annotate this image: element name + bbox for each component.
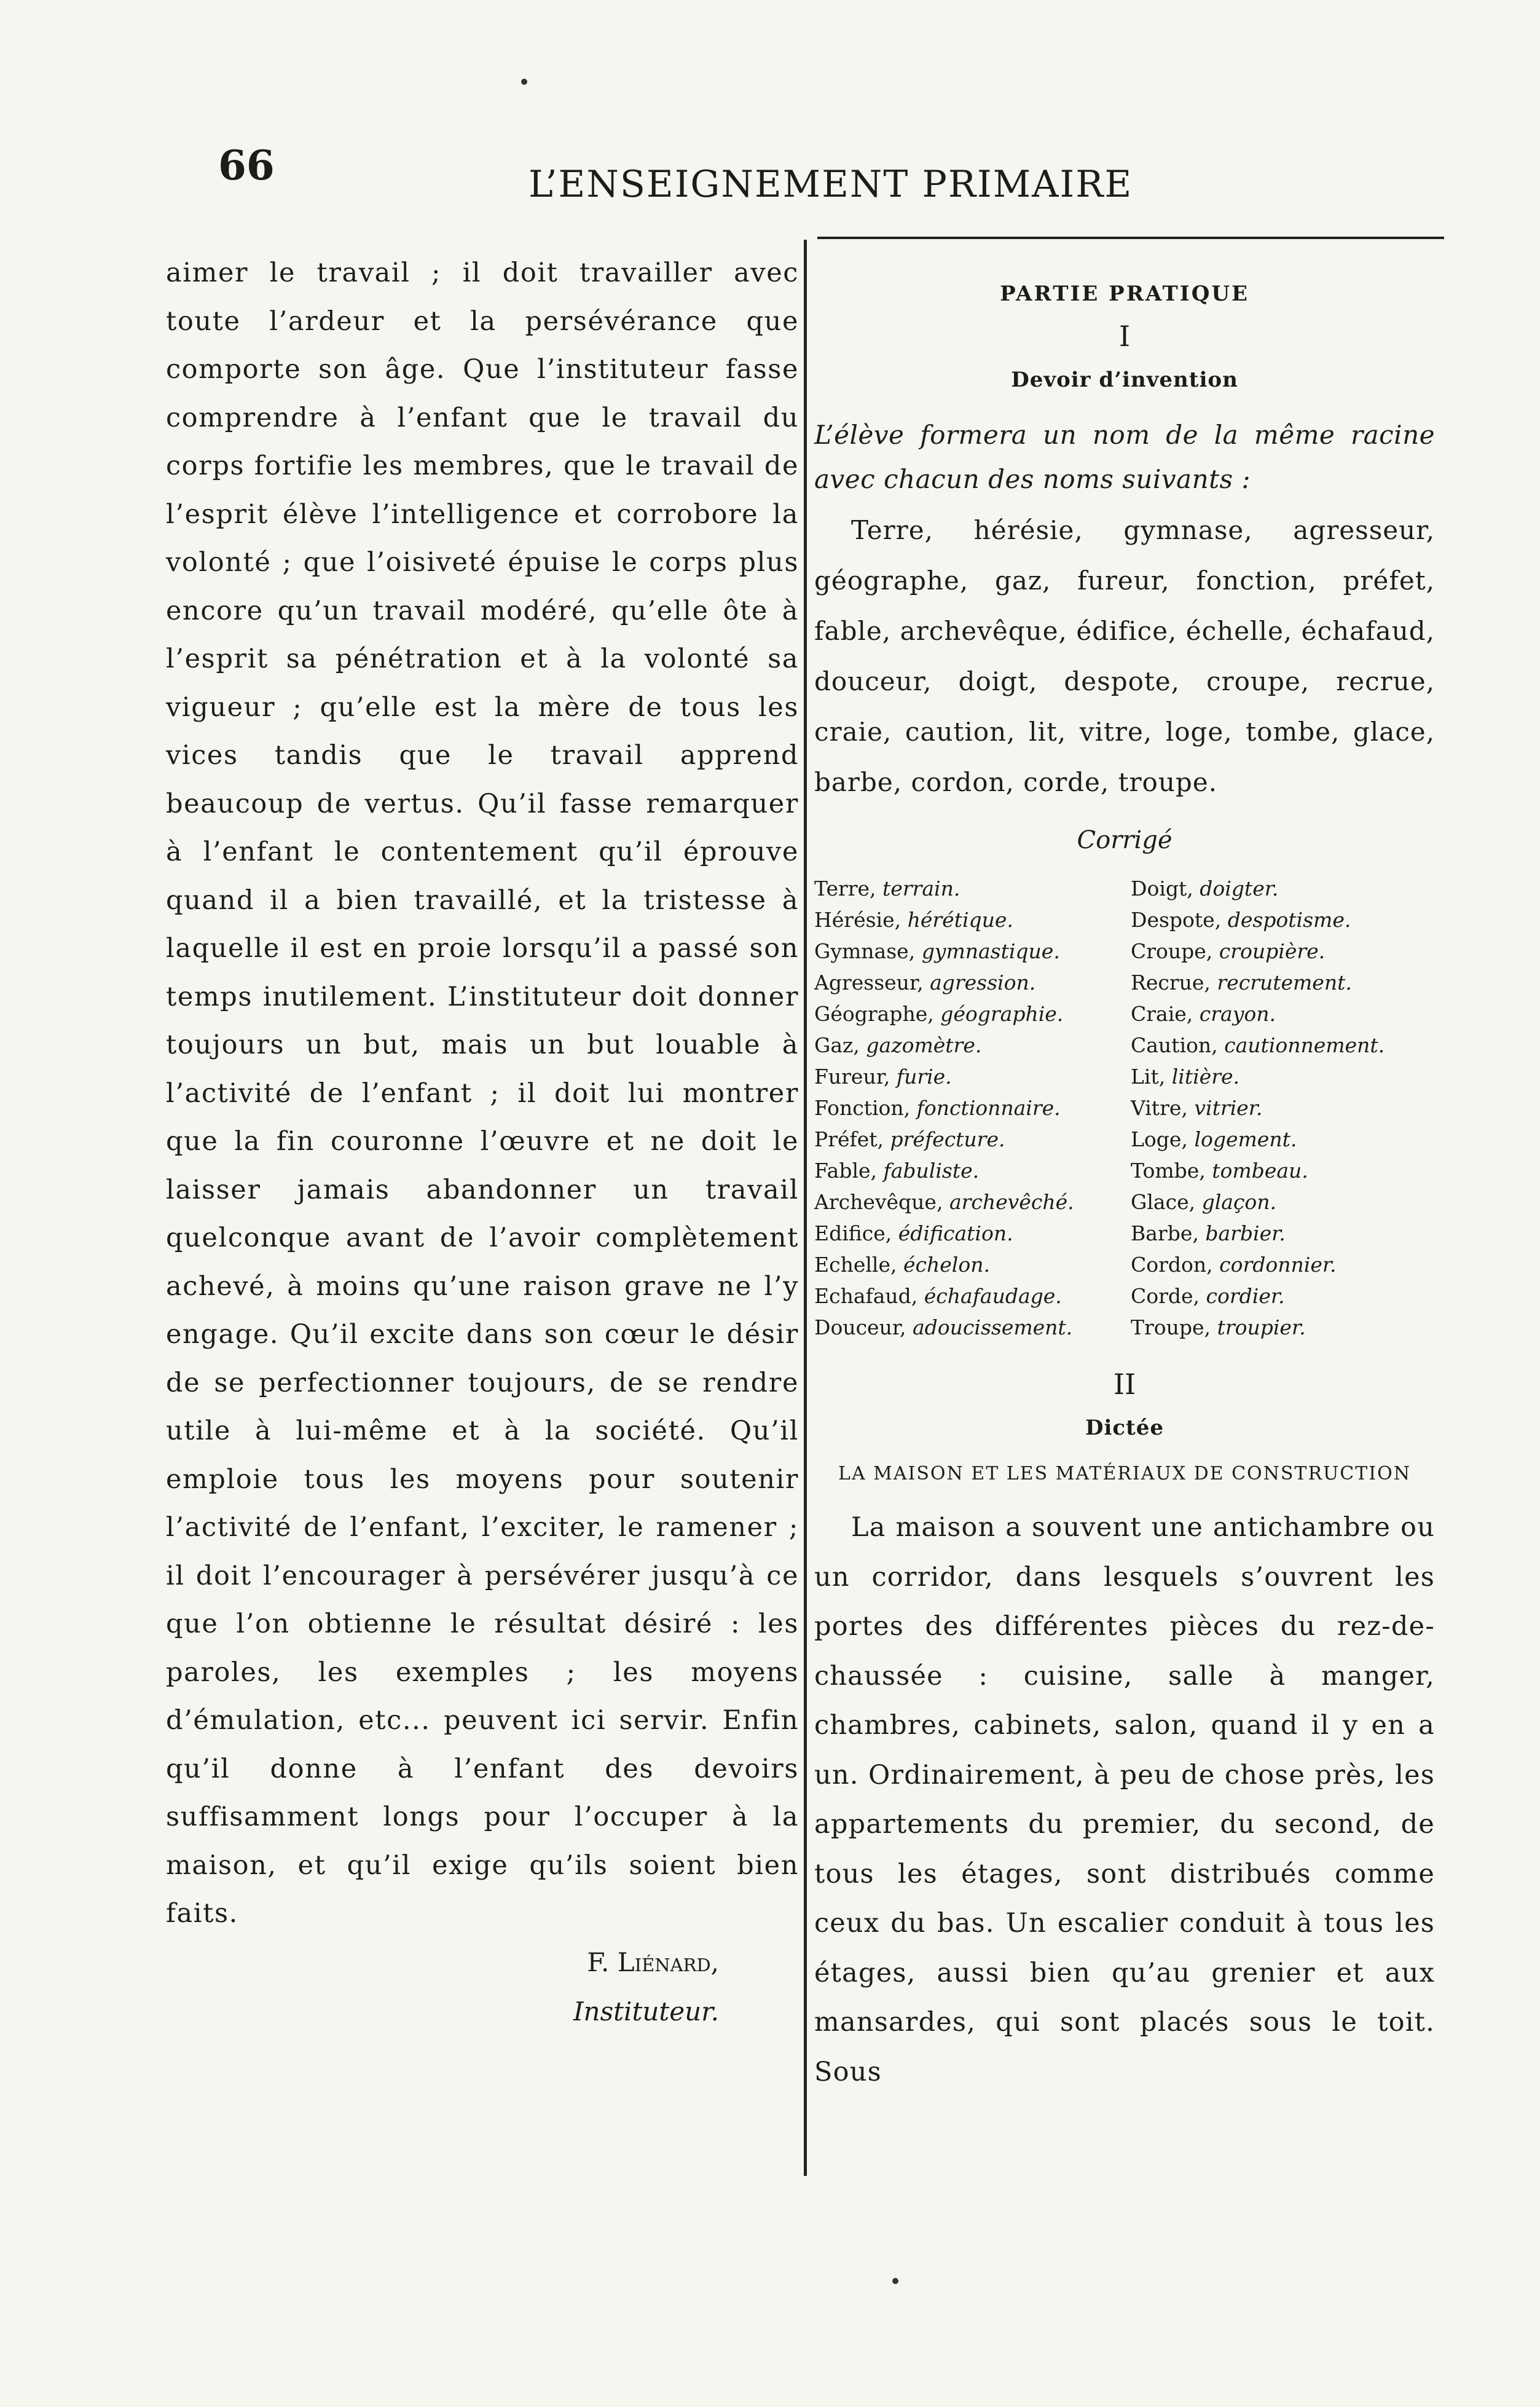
corrige-entry <box>1131 1280 1385 1312</box>
corrige-derived-word: agression. <box>930 971 1036 995</box>
corrige-word: Troupe, <box>1131 1315 1211 1339</box>
corrige-word: Croupe, <box>1131 939 1213 963</box>
part1-numeral: I <box>1118 320 1131 353</box>
corrige-derived-word: recrutement. <box>1217 971 1352 995</box>
corrige-derived-word: échelon. <box>903 1253 990 1277</box>
corrige-word: Agresseur, <box>814 971 924 995</box>
corrige-derived-word: fabuliste. <box>883 1159 980 1183</box>
corrige-entry <box>1131 1155 1385 1186</box>
corrige-entry <box>1131 1249 1385 1280</box>
corrige-derived-word: archevêché. <box>949 1190 1074 1214</box>
corrige-word: Glace, <box>1131 1190 1196 1214</box>
corrige-word: Terre, <box>814 877 876 900</box>
corrige-word: Despote, <box>1131 908 1222 932</box>
section-title: PARTIE PRATIQUE <box>1000 282 1249 306</box>
corrige-derived-word: troupier. <box>1217 1315 1306 1339</box>
corrige-derived-word: glaçon. <box>1201 1190 1277 1214</box>
corrige-entry <box>814 1249 1125 1280</box>
left-column-text: aimer le travail ; il doit travailler avec toute l’ardeur et la persévérance que comporte son âge. Que l’instituteur fasse comprendre à l’enfant que le travail du corps fortifie les membres, que le travail de l’esprit élève l’intelligence et corrobore la volonté ; que l’oisiveté épuise le corps plus encore qu’un travail modéré, qu’elle ôte à l’esprit sa pénétration et à la volonté sa vigueur ; qu’elle est la mère de tous les vices tandis que le travail apprend beaucoup de vertus. Qu’il fasse remarquer à l’enfant le contentement qu’il éprouve quand il a bien travaillé, et la tristesse à laquelle il est en proie lorsqu’il a passé son temps inutilement. L’instituteur doit donner toujours un but, mais un but louable à l’activité de l’enfant ; il doit lui montrer que la fin couronne l’œuvre et ne doit le laisser jamais abandonner un travail quelconque avant de l’avoir complètement achevé, à moins qu’une raison grave ne l’y engage. Qu’il excite dans son cœur le désir de se perfectionner toujours, de se rendre utile à lui-même et à la société. Qu’il emploie tous les moyens pour soutenir l’activité de l’enfant, l’exciter, le ramener ; il doit l’encourager à persévérer jusqu’à ce que l’on obtienne le résultat désiré : les paroles, les exemples ; les moyens d’émulation, etc... peuvent ici servir. Enfin qu’il donne à l’enfant des devoirs suffisamment longs pour l’occuper à la maison, et qu’il exige qu’ils soient bien faits. <box>166 258 799 1929</box>
corrige-derived-word: vitrier. <box>1194 1096 1263 1120</box>
header-rule <box>817 237 1444 239</box>
corrige-entry <box>814 967 1125 998</box>
corrige-word: Edifice, <box>814 1221 892 1245</box>
corrige-derived-word: logement. <box>1194 1127 1297 1151</box>
exercise-word-list: Terre, hérésie, gymnase, agresseur, géographe, gaz, fureur, fonction, préfet, fable, archevêque, édifice, échelle, échafaud, douceur, doigt, despote, croupe, recrue, craie, caution, lit, vitre, loge, tombe, glace, barbe, cordon, corde, troupe. <box>814 515 1435 797</box>
corrige-derived-word: croupière. <box>1219 939 1326 963</box>
corrige-word: Archevêque, <box>814 1190 943 1214</box>
corrige-word: Loge, <box>1131 1127 1188 1151</box>
corrige-entry <box>1131 967 1385 998</box>
signature-role: Instituteur. <box>573 1996 719 2027</box>
corrige-word: Caution, <box>1131 1033 1218 1057</box>
corrige-derived-word: échafaudage. <box>924 1284 1062 1308</box>
corrige-entry <box>814 1030 1125 1061</box>
dictee-text: La maison a souvent une antichambre ou un corridor, dans lesquels s’ouvrent les portes des différentes pièces du rez-de-chaussée : cuisine, salle à manger, chambres, cabinets, salon, quand il y en a un. Ordinairement, à peu de chose près, les appartements du premier, du second, de tous les étages, sont distribués comme ceux du bas. Un escalier conduit à tous les étages, aussi bien qu’au grenier et aux mansardes, qui sont placés sous le toit. Sous <box>814 1512 1435 2087</box>
corrige-entry <box>814 873 1125 904</box>
corrige-entry <box>1131 1186 1385 1218</box>
corrige-entry <box>814 1186 1125 1218</box>
corrige-derived-word: cordier. <box>1206 1284 1285 1308</box>
corrige-derived-word: hérétique. <box>907 908 1013 932</box>
corrige-word: Préfet, <box>814 1127 884 1151</box>
corrige-entry <box>1131 1218 1385 1249</box>
corrige-entry <box>1131 873 1385 904</box>
corrige-word: Tombe, <box>1131 1159 1206 1183</box>
corrige-entry <box>814 1061 1125 1092</box>
corrige-entry <box>1131 1092 1385 1124</box>
corrige-derived-word: gazomètre. <box>866 1033 982 1057</box>
corrige-word: Douceur, <box>814 1315 906 1339</box>
corrige-derived-word: fonctionnaire. <box>916 1096 1061 1120</box>
corrige-derived-word: cordonnier. <box>1219 1253 1337 1277</box>
corrige-word: Fureur, <box>814 1065 890 1089</box>
corrige-derived-word: terrain. <box>882 877 961 900</box>
corrige-derived-word: barbier. <box>1205 1221 1286 1245</box>
ink-speck <box>892 2278 898 2284</box>
corrige-derived-word: litière. <box>1171 1065 1239 1089</box>
page-number: 66 <box>218 141 275 189</box>
corrige-entry <box>1131 1312 1385 1343</box>
corrige-word: Gaz, <box>814 1033 860 1057</box>
corrige-derived-word: furie. <box>896 1065 952 1089</box>
left-column <box>166 249 799 2036</box>
corrige-entry <box>814 1218 1125 1249</box>
corrige-entry <box>814 1124 1125 1155</box>
corrige-right-column <box>1125 873 1385 1343</box>
corrige-entry <box>814 998 1125 1030</box>
corrige-entry <box>814 1280 1125 1312</box>
corrige-derived-word: gymnastique. <box>921 939 1060 963</box>
corrige-entry <box>814 904 1125 936</box>
corrige-word: Corde, <box>1131 1284 1200 1308</box>
corrige-derived-word: préfecture. <box>890 1127 1005 1151</box>
corrige-word: Recrue, <box>1131 971 1211 995</box>
corrige-entry <box>1131 1061 1385 1092</box>
corrige-word: Gymnase, <box>814 939 916 963</box>
corrige-table <box>814 873 1435 1343</box>
corrige-derived-word: cautionnement. <box>1224 1033 1385 1057</box>
exercise-instruction: L’élève formera un nom de la même racine avec chacun des noms suivants : <box>814 420 1435 494</box>
corrige-entry <box>1131 904 1385 936</box>
part2-heading: Dictée <box>1085 1416 1165 1440</box>
corrige-entry <box>1131 1030 1385 1061</box>
corrige-word: Doigt, <box>1131 877 1193 900</box>
corrige-word: Vitre, <box>1131 1096 1188 1120</box>
column-divider <box>804 240 807 2176</box>
corrige-word: Barbe, <box>1131 1221 1199 1245</box>
corrige-word: Echafaud, <box>814 1284 918 1308</box>
corrige-word: Géographe, <box>814 1002 934 1026</box>
corrige-entry <box>814 936 1125 967</box>
ink-speck <box>521 79 527 85</box>
corrige-derived-word: adoucissement. <box>912 1315 1073 1339</box>
corrige-derived-word: géographie. <box>940 1002 1064 1026</box>
corrige-derived-word: édification. <box>898 1221 1013 1245</box>
corrige-title: Corrigé <box>1077 826 1173 854</box>
corrige-entry <box>1131 998 1385 1030</box>
corrige-derived-word: despotisme. <box>1227 908 1351 932</box>
corrige-word: Echelle, <box>814 1253 897 1277</box>
corrige-left-column <box>814 873 1125 1343</box>
corrige-entry <box>814 1155 1125 1186</box>
corrige-word: Fable, <box>814 1159 878 1183</box>
corrige-word: Fonction, <box>814 1096 911 1120</box>
part1-heading: Devoir d’invention <box>1011 368 1238 392</box>
dictee-title: LA MAISON ET LES MATÉRIAUX DE CONSTRUCTION <box>838 1463 1411 1484</box>
corrige-derived-word: doigter. <box>1200 877 1279 900</box>
corrige-word: Hérésie, <box>814 908 902 932</box>
journal-title: L’ENSEIGNEMENT PRIMAIRE <box>528 163 1133 206</box>
corrige-word: Cordon, <box>1131 1253 1213 1277</box>
corrige-word: Lit, <box>1131 1065 1166 1089</box>
part2-numeral: II <box>1113 1368 1136 1401</box>
corrige-derived-word: crayon. <box>1199 1002 1276 1026</box>
corrige-entry <box>814 1092 1125 1124</box>
right-column <box>814 252 1435 2097</box>
corrige-entry <box>1131 936 1385 967</box>
signature-name: F. Liénard, <box>587 1947 719 1977</box>
corrige-word: Craie, <box>1131 1002 1193 1026</box>
corrige-entry <box>1131 1124 1385 1155</box>
corrige-entry <box>814 1312 1125 1343</box>
corrige-derived-word: tombeau. <box>1212 1159 1308 1183</box>
signature <box>166 1938 799 2036</box>
